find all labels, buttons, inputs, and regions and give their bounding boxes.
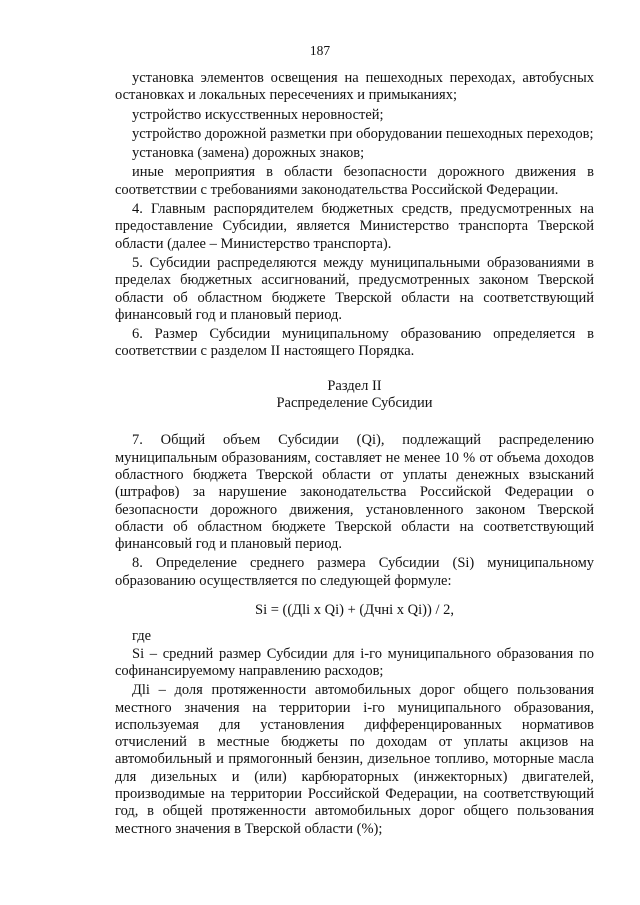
paragraph-lighting: установка элементов освещения на пешеходных переходах, автобусных остановках и локальных пересечениях и примыканиях; <box>115 70 594 104</box>
paragraph-7: 7. Общий объем Субсидии (Qi), подлежащий распределению муниципальным образованиям, составляет не менее 10 % от объема доходов областного бюджета Тверской области от уплаты денежных взысканий (штрафов) за нарушение законодательства Российской Федерации о безопасности дорожного движения, установленного законом Тверской области об областном бюджете Тверской области на соответствующий финансовый год и плановый период. <box>115 432 594 553</box>
section-title: Распределение Субсидии <box>276 395 433 412</box>
page-number: 187 <box>309 43 331 58</box>
paragraph-4: 4. Главным распорядителем бюджетных средств, предусмотренных на предоставление Субсидии, является Министерство транспорта Тверской области (далее – Министерство транспорта). <box>115 201 594 252</box>
section-label: Раздел II <box>327 377 382 394</box>
paragraph-8: 8. Определение среднего размера Субсидии (Si) муниципальному образованию осуществляется по следующей формуле: <box>115 555 594 589</box>
definition-si: Si – средний размер Субсидии для i-го муниципального образования по софинансируемому направлению расходов; <box>115 645 594 679</box>
paragraph-speed-bumps: устройство искусственных неровностей; <box>132 106 384 123</box>
formula: Si = ((Дli x Qi) + (Дчні x Qi)) / 2, <box>255 602 454 619</box>
paragraph-other-measures: иные мероприятия в области безопасности дорожного движения в соответствии с требованиями законодательства Российской Федерации. <box>115 164 594 198</box>
section-heading <box>115 378 594 413</box>
definition-dli: Дli – доля протяженности автомобильных дорог общего пользования местного значения на территории i-го муниципального образования, используемая для установления дифференцированных нормативов отчислений в местные бюджеты по доходам от уплаты акцизов на автомобильный и прямогонный бензин, дизельное топливо, моторные масла для дизельных и (или) карбюраторных (инжекторных) двигателей, производимые на территории Российской Федерации, на соответствующий год, в общей протяженности автомобильных дорог общего пользования местного значения в Тверской области (%); <box>115 682 594 837</box>
document-body <box>115 70 594 840</box>
paragraph-6: 6. Размер Субсидии муниципальному образованию определяется в соответствии с разделом II настоящего Порядка. <box>115 326 594 360</box>
where-label: где <box>132 628 152 645</box>
paragraph-road-signs: установка (замена) дорожных знаков; <box>132 145 365 162</box>
paragraph-road-marking: устройство дорожной разметки при оборудовании пешеходных переходов; <box>132 125 594 142</box>
paragraph-5: 5. Субсидии распределяются между муниципальными образованиями в пределах бюджетных ассигнований, предусмотренных законом Тверской области об областном бюджете Тверской области на соответствующий финансовый год и плановый период. <box>115 254 594 323</box>
